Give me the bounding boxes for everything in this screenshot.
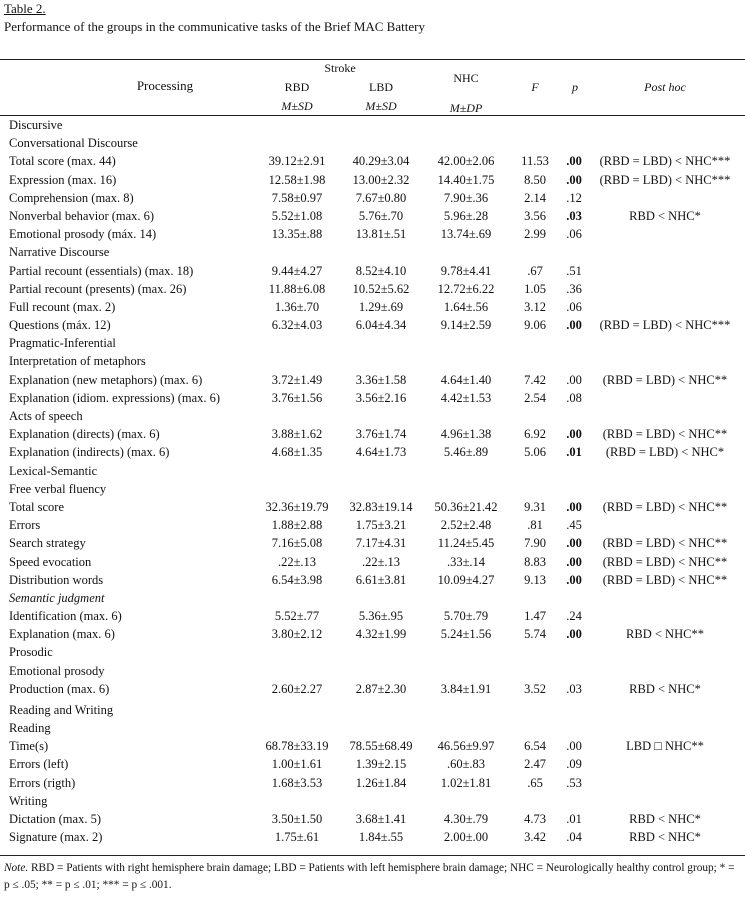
cell-lbd: 3.36±1.58 [355,372,407,387]
row-label: Emotional prosody [9,663,105,678]
header-processing: Processing [136,78,194,93]
row-label: Pragmatic-Inferential [9,336,116,351]
row-label: Prosodic [9,645,53,660]
cell-lbd: 2.87±2.30 [355,681,407,696]
cell-f: 3.56 [524,208,546,223]
row-label: Explanation (max. 6) [9,627,115,642]
row-label: Full recount (max. 2) [9,299,116,314]
cell-lbd: 1.26±1.84 [355,775,407,790]
section-heading-row [0,662,745,680]
section-heading-row [0,643,745,661]
row-label: Distribution words [9,572,104,587]
table-row [0,425,745,443]
table-row [0,298,745,316]
cell-rbd: 7.58±0.97 [271,190,323,205]
row-label: Partial recount (presents) (max. 26) [9,281,187,296]
table-row [0,607,745,625]
row-label: Reading [9,721,51,735]
row-label: Signature (max. 2) [9,830,103,845]
cell-f: 1.05 [524,281,546,296]
cell-p: .00 [566,627,582,642]
cell-rbd: 11.88±6.08 [268,281,326,296]
header-nhc: NHC [453,71,479,85]
cell-rbd: 2.60±2.27 [271,681,323,696]
cell-rbd: 7.16±5.08 [271,536,323,551]
row-label: Nonverbal behavior (max. 6) [9,208,155,223]
row-label: Search strategy [9,536,86,551]
table-note [4,860,742,894]
cell-nhc: 5.96±.28 [443,208,489,223]
cell-rbd: 13.35±.88 [271,227,323,242]
table-title: Performance of the groups in the communicative tasks of the Brief MAC Battery [4,19,425,34]
table-row [0,680,745,698]
cell-nhc: 42.00±2.06 [437,154,495,169]
table-row [0,316,745,334]
row-label: Total score (max. 44) [9,154,116,169]
section-heading-row [0,480,745,498]
cell-lbd: 13.00±2.32 [352,172,410,187]
cell-post-hoc: (RBD = LBD) < NHC** [602,554,728,569]
table-row [0,810,745,828]
cell-f: 9.13 [524,572,546,587]
cell-post-hoc: (RBD = LBD) < NHC*** [599,172,731,187]
header-lbd: LBD [369,80,393,94]
cell-f: 4.73 [524,811,546,826]
section-heading-row [0,719,745,737]
header-nhc-stat: M±DP [449,101,483,115]
cell-post-hoc: LBD □ NHC** [626,739,704,754]
table-row [0,498,745,516]
cell-rbd: 5.52±.77 [274,609,320,624]
cell-f: 2.99 [524,227,546,242]
cell-nhc: 1.64±.56 [443,299,489,314]
cell-nhc: 2.00±.00 [443,830,489,845]
table-row [0,774,745,792]
cell-f: 3.52 [524,681,546,696]
row-label: Narrative Discourse [9,245,110,260]
cell-lbd: 1.84±.55 [358,830,404,845]
cell-rbd: 5.52±1.08 [271,208,323,223]
cell-p: .06 [566,299,582,314]
section-heading-row [0,792,745,810]
table-row [0,571,745,589]
cell-lbd: 7.67±0.80 [355,190,407,205]
cell-post-hoc: (RBD = LBD) < NHC* [605,445,725,460]
section-heading-row [0,352,745,370]
row-label: Dictation (max. 5) [9,811,101,826]
row-label: Identification (max. 6) [9,609,122,624]
header-post-hoc: Post hoc [644,80,686,94]
cell-f: 9.31 [524,499,546,514]
table-row [0,262,745,280]
cell-nhc: 7.90±.36 [443,190,489,205]
table-row [0,152,745,170]
cell-nhc: 9.14±2.59 [440,318,492,333]
cell-lbd: 1.75±3.21 [355,518,407,533]
cell-nhc: 50.36±21.42 [434,499,498,514]
cell-nhc: 46.56±9.97 [437,739,495,754]
cell-p: .00 [566,499,582,514]
section-heading-row [0,589,745,607]
cell-lbd: 3.68±1.41 [355,811,407,826]
row-label: Explanation (new metaphors) (max. 6) [9,372,203,387]
row-label: Errors (rigth) [9,775,76,790]
cell-lbd: 40.29±3.04 [352,154,410,169]
cell-lbd: 32.83±19.14 [349,499,413,514]
cell-f: 7.90 [524,536,546,551]
row-label: Conversational Discourse [9,136,138,151]
cell-post-hoc: RBD < NHC** [626,627,704,642]
cell-nhc: .33±.14 [446,554,486,569]
cell-f: 8.83 [524,554,546,569]
cell-f: .67 [527,263,543,278]
cell-rbd: 1.75±.61 [274,830,320,845]
table-row [0,389,745,407]
cell-nhc: 5.70±.79 [443,609,489,624]
cell-f: 5.06 [524,445,546,460]
cell-rbd: 6.32±4.03 [271,318,323,333]
cell-lbd: 1.39±2.15 [355,757,407,772]
header-lbd-stat: M±SD [365,99,397,113]
cell-f: 2.47 [524,757,546,772]
cell-rbd: 3.80±2.12 [271,627,323,642]
row-label: Comprehension (max. 8) [9,190,134,205]
row-label: Lexical-Semantic [9,463,98,478]
header-stroke: Stroke [324,61,356,75]
cell-p: .09 [566,757,582,772]
row-label: Acts of speech [9,409,83,423]
section-heading-row [0,116,745,134]
section-heading-row [0,698,745,719]
row-label: Writing [9,793,48,808]
cell-lbd: 4.64±1.73 [355,445,407,460]
cell-p: .03 [566,681,582,696]
cell-p: .00 [566,154,582,169]
cell-rbd: 3.72±1.49 [271,372,323,387]
cell-nhc: 14.40±1.75 [437,172,495,187]
cell-post-hoc: (RBD = LBD) < NHC** [602,572,728,587]
cell-post-hoc: (RBD = LBD) < NHC** [602,499,728,514]
row-label: Production (max. 6) [9,681,110,696]
header-f: F [531,80,539,94]
cell-rbd: 9.44±4.27 [271,263,323,278]
row-label: Partial recount (essentials) (max. 18) [9,263,194,278]
cell-lbd: .22±.13 [361,554,401,569]
table-row [0,534,745,552]
cell-p: .00 [566,554,582,569]
cell-post-hoc: RBD < NHC* [629,830,701,845]
cell-f: 2.54 [524,390,546,405]
cell-nhc: 13.74±.69 [440,227,492,242]
table-row [0,189,745,207]
cell-f: 11.53 [521,154,549,169]
cell-post-hoc: (RBD = LBD) < NHC** [602,427,728,442]
cell-p: .01 [566,811,582,826]
row-label: Errors (left) [9,757,69,772]
cell-f: 7.42 [524,372,546,387]
row-label: Explanation (directs) (max. 6) [9,427,160,442]
table-row [0,737,745,755]
cell-p: .06 [566,227,582,242]
cell-p: .00 [566,739,582,754]
section-heading-row [0,134,745,152]
table-row [0,755,745,773]
row-label: Total score [9,499,65,514]
cell-f: 2.14 [524,190,546,205]
cell-p: .00 [566,536,582,551]
cell-nhc: 1.02±1.81 [440,775,492,790]
cell-p: .53 [566,775,582,790]
table-row [0,280,745,298]
cell-rbd: 3.50±1.50 [271,811,323,826]
cell-post-hoc: (RBD = LBD) < NHC** [602,372,728,387]
top-rule [0,59,745,60]
row-label: Interpretation of metaphors [9,354,146,369]
cell-rbd: 1.36±.70 [274,299,320,314]
row-label: Reading and Writing [9,703,114,717]
cell-lbd: 78.55±68.49 [349,739,413,754]
row-label: Time(s) [9,739,49,754]
header-rbd: RBD [284,80,310,94]
row-label: Semantic judgment [9,590,105,605]
table-row [0,828,745,846]
cell-nhc: 5.24±1.56 [440,627,492,642]
cell-nhc: 5.46±.89 [443,445,489,460]
cell-rbd: 32.36±19.79 [265,499,329,514]
cell-post-hoc: (RBD = LBD) < NHC** [602,536,728,551]
section-heading-row [0,407,745,425]
header-p: p [572,80,578,94]
cell-lbd: 4.32±1.99 [355,627,407,642]
header-rbd-stat: M±SD [281,99,313,113]
cell-lbd: 5.36±.95 [358,609,404,624]
table-body [0,116,745,846]
cell-rbd: 39.12±2.91 [268,154,326,169]
cell-nhc: 10.09±4.27 [437,572,495,587]
cell-f: .81 [527,518,543,533]
cell-f: 1.47 [524,609,546,624]
cell-post-hoc: (RBD = LBD) < NHC*** [599,154,731,169]
cell-f: 3.12 [524,299,546,314]
table-row [0,207,745,225]
row-label: Free verbal fluency [9,481,107,496]
cell-lbd: 3.56±2.16 [355,390,407,405]
cell-post-hoc: RBD < NHC* [629,681,701,696]
cell-p: .04 [566,830,582,845]
cell-nhc: 4.42±1.53 [440,390,492,405]
cell-rbd: .22±.13 [277,554,317,569]
cell-rbd: 3.76±1.56 [271,390,323,405]
cell-nhc: 4.30±.79 [443,811,489,826]
table-row [0,516,745,534]
table-row [0,625,745,643]
row-label: Emotional prosody (máx. 14) [9,227,157,242]
note-text: RBD = Patients with right hemisphere brain damage; LBD = Patients with left hemisphere brain damage; NHC = Neurologically healthy control group; * = p ≤ .05; ** = p ≤ .01; *** = p ≤ .001. [4,862,735,891]
cell-p: .00 [566,318,582,333]
note-lead: Note. [4,862,29,874]
cell-nhc: .60±.83 [446,757,486,772]
cell-f: 3.42 [524,830,546,845]
row-label: Questions (máx. 12) [9,318,111,333]
section-heading-row [0,334,745,352]
cell-rbd: 1.88±2.88 [271,518,323,533]
bottom-rule [0,855,745,856]
cell-p: .00 [566,372,582,387]
cell-nhc: 4.96±1.38 [440,427,492,442]
cell-lbd: 6.04±4.34 [355,318,407,333]
cell-lbd: 1.29±.69 [358,299,404,314]
cell-lbd: 5.76±.70 [358,208,404,223]
cell-nhc: 2.52±2.48 [440,518,492,533]
table-row [0,171,745,189]
cell-p: .00 [566,172,582,187]
cell-nhc: 3.84±1.91 [440,681,492,696]
cell-f: 9.06 [524,318,546,333]
cell-rbd: 68.78±33.19 [265,739,329,754]
row-label: Speed evocation [9,554,92,569]
row-label: Explanation (indirects) (max. 6) [9,445,170,460]
cell-rbd: 4.68±1.35 [271,445,323,460]
row-label: Explanation (idiom. expressions) (max. 6) [9,390,221,405]
cell-lbd: 6.61±3.81 [355,572,407,587]
cell-f: .65 [527,775,543,790]
table-number: Table 2. [4,1,46,16]
cell-f: 5.74 [524,627,546,642]
row-label: Expression (max. 16) [9,172,117,187]
cell-nhc: 11.24±5.45 [437,536,495,551]
cell-rbd: 6.54±3.98 [271,572,323,587]
section-heading-row [0,243,745,261]
cell-p: .36 [566,281,582,296]
table-row [0,225,745,243]
cell-lbd: 7.17±4.31 [355,536,407,551]
cell-p: .01 [566,445,582,460]
table-row [0,371,745,389]
cell-lbd: 10.52±5.62 [352,281,410,296]
section-heading-row [0,462,745,480]
cell-f: 6.54 [524,739,546,754]
table-row [0,553,745,571]
cell-nhc: 12.72±6.22 [437,281,495,296]
cell-p: .24 [566,609,582,624]
cell-p: .51 [566,263,582,278]
cell-p: .00 [566,572,582,587]
cell-nhc: 4.64±1.40 [440,372,492,387]
cell-p: .08 [566,390,582,405]
cell-p: .45 [566,518,582,533]
cell-lbd: 8.52±4.10 [355,263,407,278]
cell-rbd: 12.58±1.98 [268,172,326,187]
cell-post-hoc: (RBD = LBD) < NHC*** [599,318,731,333]
table-row [0,443,745,461]
cell-p: .00 [566,427,582,442]
cell-f: 8.50 [524,172,546,187]
cell-rbd: 3.88±1.62 [271,427,323,442]
cell-f: 6.92 [524,427,546,442]
cell-lbd: 3.76±1.74 [355,427,407,442]
cell-p: .03 [566,208,582,223]
cell-nhc: 9.78±4.41 [440,263,492,278]
row-label: Discursive [9,118,63,132]
row-label: Errors [9,518,41,533]
cell-rbd: 1.00±1.61 [271,757,323,772]
cell-lbd: 13.81±.51 [355,227,407,242]
cell-rbd: 1.68±3.53 [271,775,323,790]
cell-post-hoc: RBD < NHC* [629,811,701,826]
cell-p: .12 [566,190,582,205]
cell-post-hoc: RBD < NHC* [629,208,701,223]
